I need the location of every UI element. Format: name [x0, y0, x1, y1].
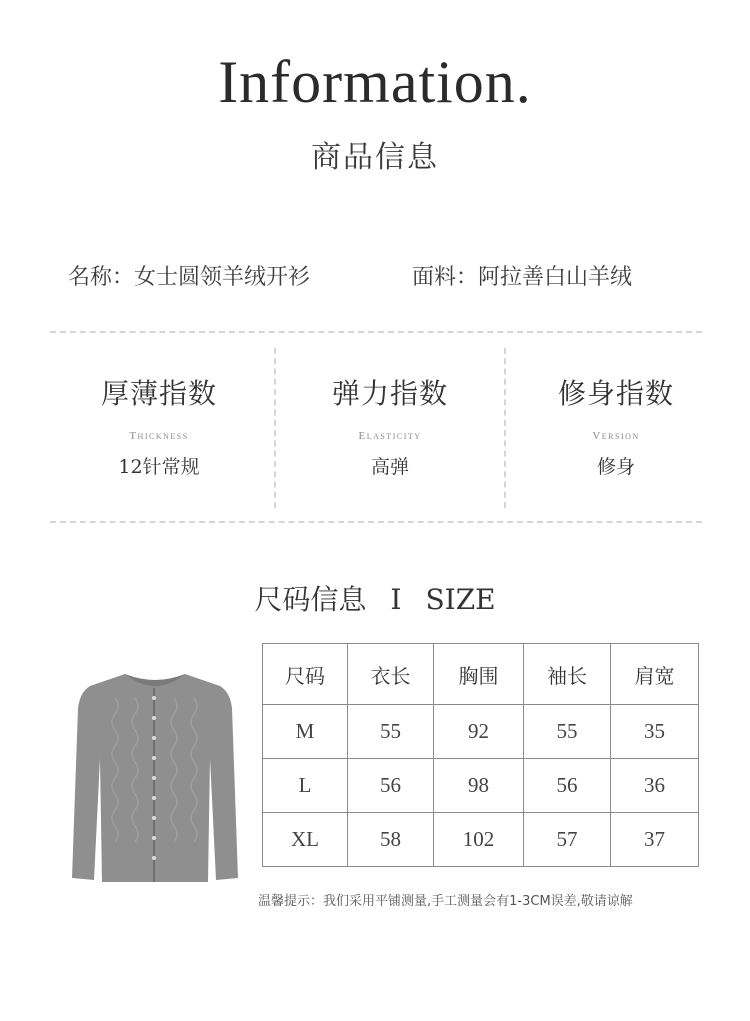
metric-label-cn: 厚薄指数 [100, 377, 217, 410]
size-title-cn: 尺码信息 [254, 583, 367, 616]
table-cell: 56 [348, 759, 434, 813]
table-cell: 92 [434, 705, 524, 759]
page-title-cn: 商品信息 [311, 140, 439, 175]
table-cell: 102 [434, 813, 524, 867]
size-title-separator: I [390, 583, 402, 616]
metric-value: 修身 [596, 456, 635, 478]
size-section-title [0, 578, 750, 618]
table-cell: 35 [611, 705, 699, 759]
table-cell: 56 [524, 759, 611, 813]
metric-value: 12针常规 [118, 456, 200, 478]
table-cell: 57 [524, 813, 611, 867]
table-header: 袖长 [524, 644, 611, 705]
table-cell: M [263, 705, 348, 759]
metric-thickness [44, 372, 274, 479]
metric-version [501, 372, 731, 479]
table-cell: 55 [524, 705, 611, 759]
table-header: 衣长 [348, 644, 434, 705]
measurement-note: 温馨提示：我们采用平铺测量,手工测量会有1-3CM误差,敬请谅解 [258, 894, 633, 909]
table-header: 胸围 [434, 644, 524, 705]
product-fabric: 面料：阿拉善白山羊绒 [412, 265, 633, 290]
metric-elasticity [275, 372, 505, 479]
table-cell: L [263, 759, 348, 813]
metric-label-en: Thickness [129, 430, 189, 442]
table-row [263, 813, 699, 867]
table-row [263, 705, 699, 759]
table-header: 肩宽 [611, 644, 699, 705]
table-cell: XL [263, 813, 348, 867]
table-cell: 55 [348, 705, 434, 759]
metric-label-cn: 修身指数 [557, 377, 674, 410]
table-cell: 98 [434, 759, 524, 813]
table-cell: 37 [611, 813, 699, 867]
table-cell: 36 [611, 759, 699, 813]
size-title-en: SIZE [425, 583, 496, 616]
metric-label-cn: 弹力指数 [331, 377, 448, 410]
product-name: 名称：女士圆领羊绒开衫 [68, 265, 311, 290]
metric-value: 高弹 [370, 456, 409, 478]
table-cell: 58 [348, 813, 434, 867]
divider-bottom [50, 521, 702, 523]
metric-label-en: Elasticity [358, 430, 422, 442]
divider-top [50, 331, 702, 333]
page-title-en: Information. [218, 49, 532, 115]
table-header: 尺码 [263, 644, 348, 705]
metric-label-en: Version [592, 430, 640, 442]
table-header-row [263, 644, 699, 705]
size-table [262, 643, 699, 867]
cardigan-image [70, 668, 240, 888]
table-row [263, 759, 699, 813]
